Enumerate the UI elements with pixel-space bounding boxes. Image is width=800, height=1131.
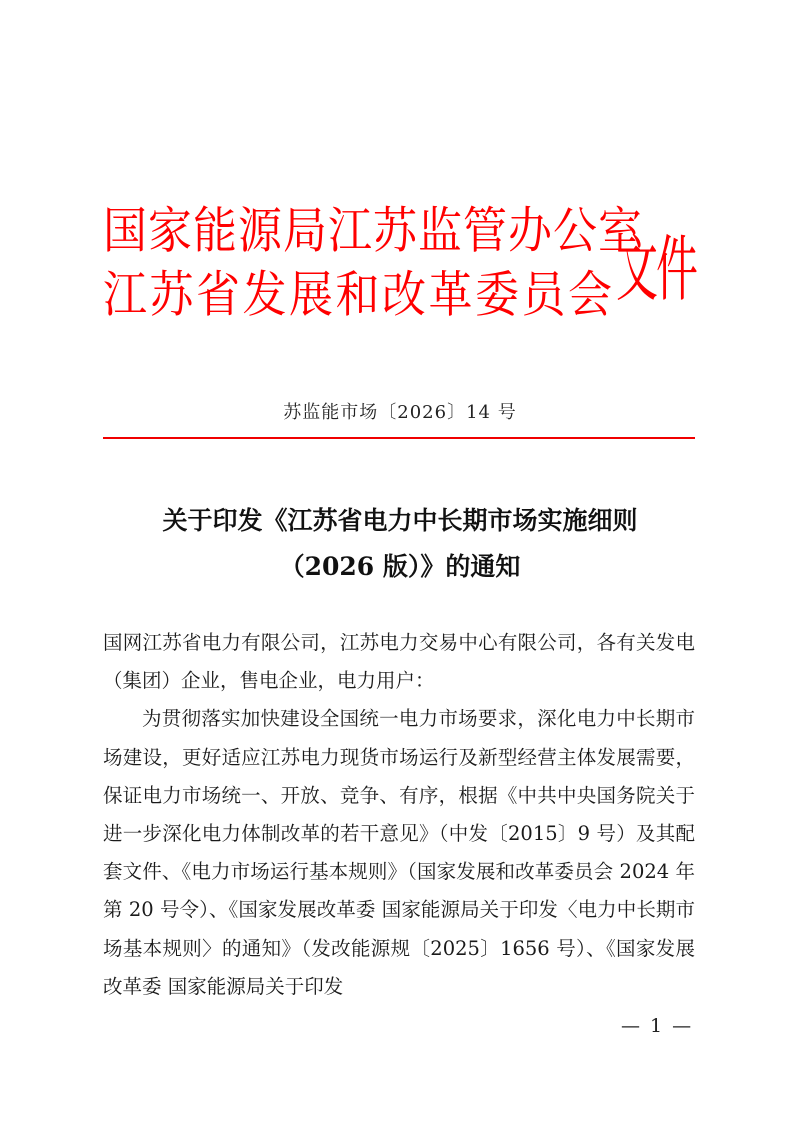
issuer-block [103, 196, 643, 324]
doc-type-label: 文件 [616, 227, 697, 311]
page-number: — 1 — [621, 1015, 694, 1037]
document-title [0, 498, 800, 590]
document-number: 苏监能市场〔2026〕14 号 [283, 402, 517, 423]
title-line-1: 关于印发《江苏省电力中长期市场实施细则 [162, 506, 638, 535]
issuer-line-2: 江苏省发展和改革委员会 [103, 266, 615, 324]
addressees: 国网江苏省电力有限公司，江苏电力交易中心有限公司，各有关发电（集团）企业，售电企业，电力用户： [103, 631, 695, 693]
red-separator-line [103, 437, 695, 439]
body-paragraph-1: 为贯彻落实加快建设全国统一电力市场要求，深化电力中长期市场建设，更好适应江苏电力现货市场运行及新型经营主体发展需要，保证电力市场统一、开放、竞争、有序，根据《中共中央国务院关于进一步深化电力体制改革的若干意见》（中发〔2015〕9 号）及其配套文件、《电力市场运行基本规则》（国家发展和改革委员会 2024 年第 20 号令）、《国家发展改革委 国家能源局关于印发〈电力中长期市场基本规则〉的通知》（发改能源规〔2025〕1656 号）、《国家发展改革委 国家能源局关于印发 [103, 707, 695, 998]
issuer-line-1: 国家能源局江苏监管办公室 [103, 202, 643, 260]
document-body [103, 624, 695, 1006]
title-line-2: （2026 版）》的通知 [279, 552, 521, 581]
